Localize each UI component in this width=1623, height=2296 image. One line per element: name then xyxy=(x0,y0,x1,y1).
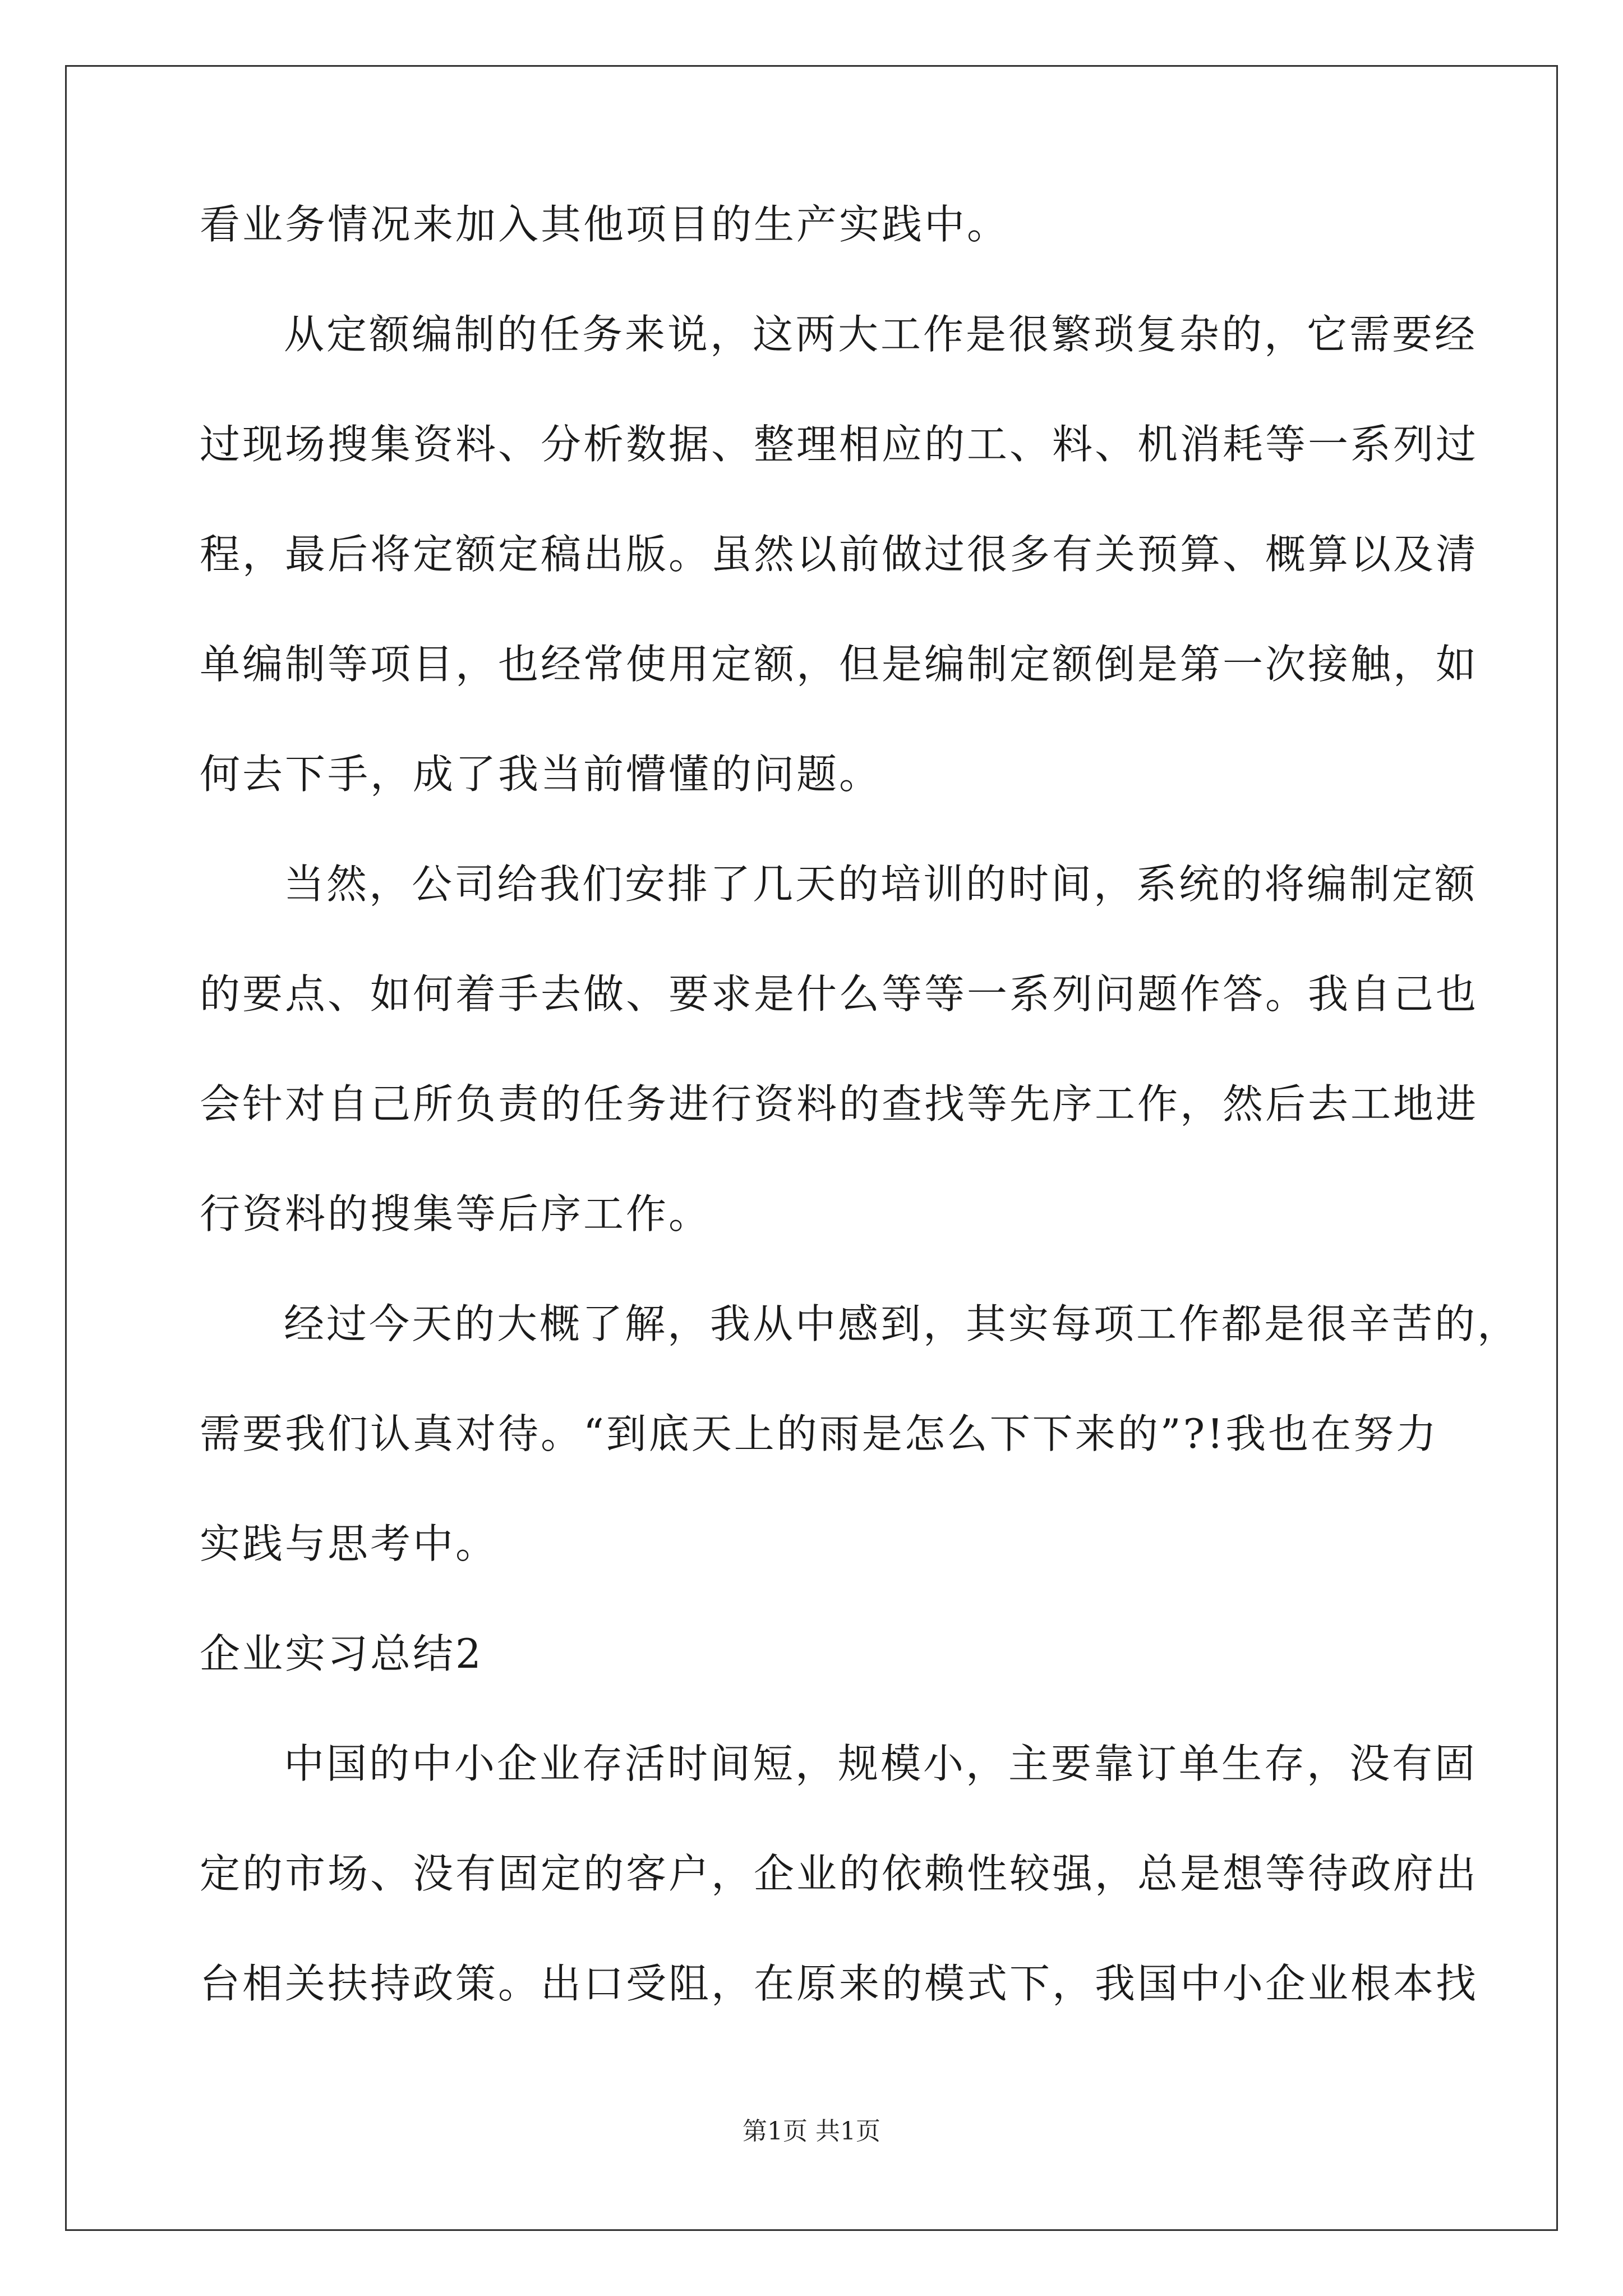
text-line: 台相关扶持政策。出口受阻，在原来的模式下，我国中小企业根本找 xyxy=(200,1960,1479,2007)
text-line: 的要点、如何着手去做、要求是什么等等一系列问题作答。我自己也 xyxy=(200,970,1479,1018)
text-line: 当然，公司给我们安排了几天的培训的时间，系统的将编制定额 xyxy=(284,861,1478,908)
text-line: 看业务情况来加入其他项目的生产实践中。 xyxy=(200,201,1010,248)
text-line: 单编制等项目，也经常使用定额，但是编制定额倒是第一次接触，如 xyxy=(200,641,1479,688)
text-line: 过现场搜集资料、分析数据、整理相应的工、料、机消耗等一系列过 xyxy=(200,421,1479,468)
text-line: 定的市场、没有固定的客户，企业的依赖性较强，总是想等待政府出 xyxy=(200,1850,1479,1897)
text-line: 何去下手，成了我当前懵懂的问题。 xyxy=(200,751,882,798)
page-footer: 第1页 共1页 xyxy=(743,2117,880,2146)
text-line: 经过今天的大概了解，我从中感到，其实每项工作都是很辛苦的， xyxy=(284,1300,1520,1347)
text-line: 从定额编制的任务来说，这两大工作是很繁琐复杂的，它需要经 xyxy=(284,311,1478,358)
section-heading: 企业实习总结2 xyxy=(200,1630,483,1677)
text-line: 行资料的搜集等后序工作。 xyxy=(200,1190,712,1237)
text-line: 实践与思考中。 xyxy=(200,1520,499,1567)
text-line: 会针对自己所负责的任务进行资料的查找等先序工作，然后去工地进 xyxy=(200,1080,1479,1128)
text-line: 需要我们认真对待。“到底天上的雨是怎么下下来的”?!我也在努力 xyxy=(200,1410,1439,1457)
text-line: 程，最后将定额定稿出版。虽然以前做过很多有关预算、概算以及清 xyxy=(200,531,1479,578)
text-line: 中国的中小企业存活时间短，规模小，主要靠订单生存，没有固 xyxy=(284,1740,1478,1787)
